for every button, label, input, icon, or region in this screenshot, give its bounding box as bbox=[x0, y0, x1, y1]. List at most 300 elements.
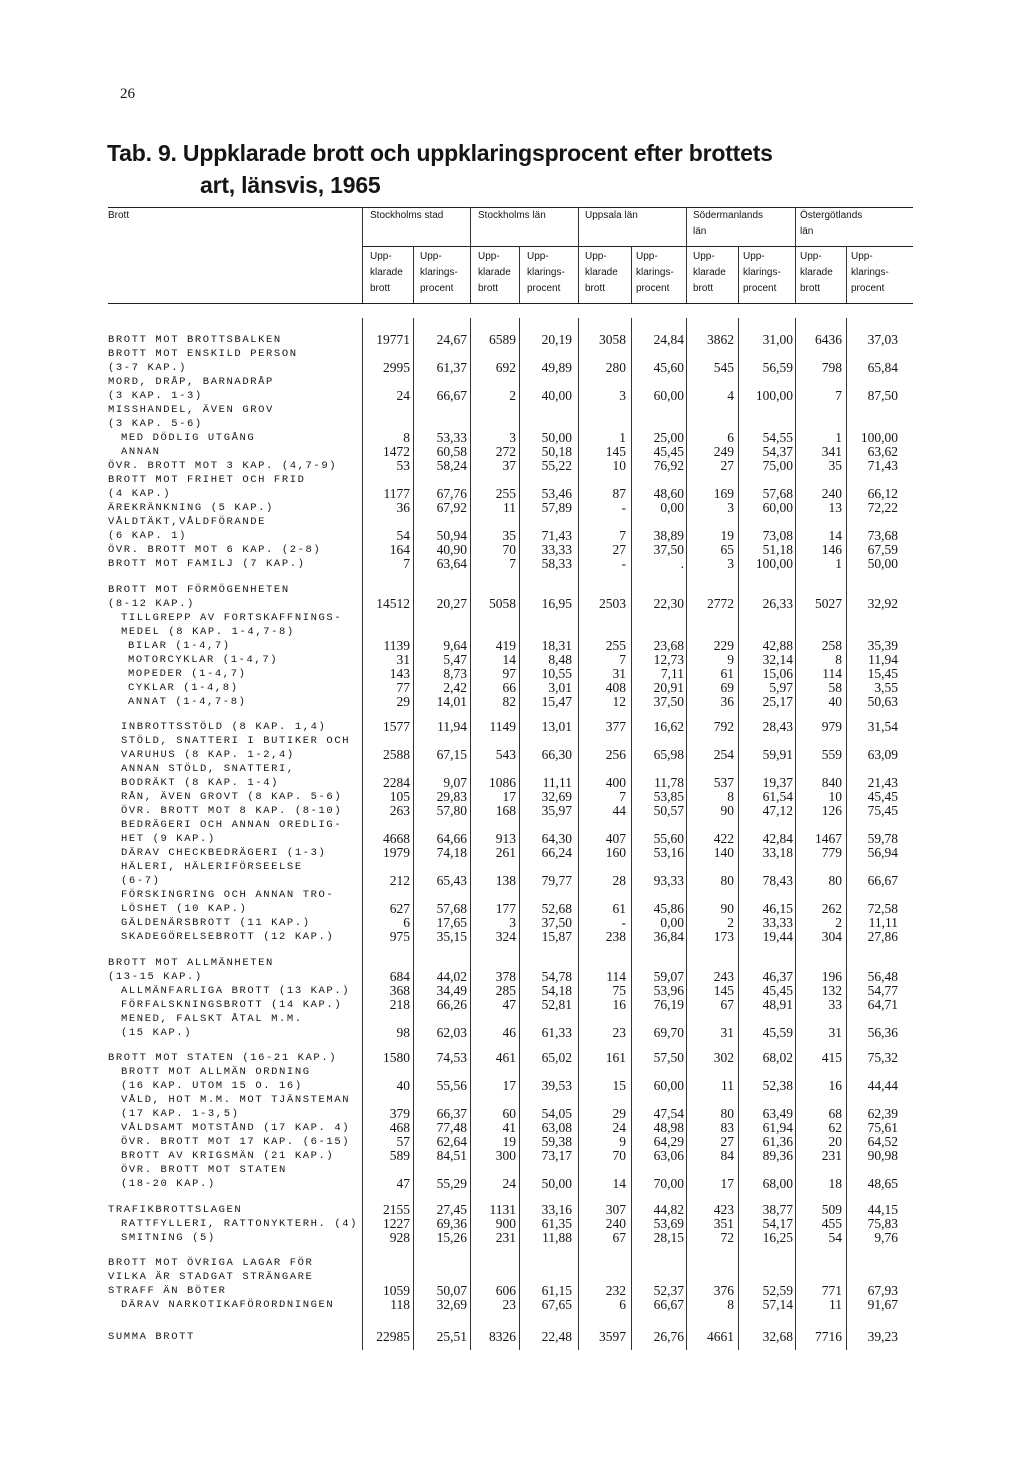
cell-uppklaringsprocent: 76,19 bbox=[653, 996, 684, 1012]
cell-uppklaringsprocent: 19,37 bbox=[762, 775, 793, 790]
cell-uppklaringsprocent: 75,83 bbox=[867, 1215, 898, 1231]
cell-uppklaringsprocent: 67,65 bbox=[541, 1297, 572, 1312]
cell-uppklarade-brott: 779 bbox=[821, 845, 842, 860]
cell-uppklaringsprocent: 64,52 bbox=[867, 1134, 898, 1149]
cell-uppklarade-brott: 240 bbox=[821, 486, 842, 501]
cell-uppklaringsprocent: 54,18 bbox=[541, 982, 572, 998]
cell-uppklarade-brott: 419 bbox=[495, 637, 516, 653]
row-label: BILAR (1-4,7) bbox=[128, 639, 231, 652]
cell-uppklaringsprocent: 52,37 bbox=[653, 1283, 684, 1298]
cell-uppklarade-brott: 35 bbox=[502, 528, 516, 543]
page-number: 26 bbox=[120, 86, 135, 102]
subheader-uppklarade-brott: klarade bbox=[585, 267, 618, 278]
row-label: (13-15 KAP.) bbox=[108, 970, 203, 983]
column-rule bbox=[795, 207, 796, 303]
cell-uppklaringsprocent: 55,56 bbox=[436, 1078, 467, 1093]
cell-uppklaringsprocent: 13,01 bbox=[541, 719, 572, 734]
row-label: ALLMÄNFARLIGA BROTT (13 KAP.) bbox=[121, 984, 351, 997]
row-label: BROTT MOT ENSKILD PERSON bbox=[108, 348, 298, 360]
cell-uppklarade-brott: 2 bbox=[727, 915, 734, 930]
cell-uppklarade-brott: 16 bbox=[828, 1078, 842, 1093]
cell-uppklarade-brott: 145 bbox=[605, 444, 626, 459]
cell-uppklaringsprocent: 51,18 bbox=[762, 542, 793, 557]
table-title-line-2: art, länsvis, 1965 bbox=[200, 172, 381, 198]
cell-uppklarade-brott: 11 bbox=[721, 1078, 734, 1093]
cell-uppklaringsprocent: 62,64 bbox=[436, 1134, 467, 1149]
cell-uppklarade-brott: 2284 bbox=[383, 775, 410, 790]
cell-uppklarade-brott: 509 bbox=[821, 1201, 842, 1217]
subheader-uppklarade-brott: brott bbox=[693, 283, 714, 294]
cell-uppklaringsprocent: 5,47 bbox=[443, 651, 467, 667]
cell-uppklarade-brott: 468 bbox=[389, 1120, 410, 1135]
cell-uppklaringsprocent: 44,02 bbox=[436, 968, 467, 984]
cell-uppklarade-brott: 423 bbox=[713, 1201, 734, 1217]
cell-uppklarade-brott: 840 bbox=[821, 775, 842, 790]
cell-uppklarade-brott: 1979 bbox=[383, 845, 410, 860]
cell-uppklaringsprocent: 53,69 bbox=[653, 1215, 684, 1231]
row-label: BROTT MOT ALLMÄN ORDNING bbox=[121, 1066, 311, 1078]
cell-uppklarade-brott: 261 bbox=[495, 845, 516, 860]
cell-uppklarade-brott: 82 bbox=[502, 693, 516, 709]
cell-uppklaringsprocent: 57,50 bbox=[653, 1050, 684, 1065]
cell-uppklaringsprocent: 44,82 bbox=[653, 1201, 684, 1217]
cell-uppklarade-brott: 6 bbox=[727, 430, 734, 445]
cell-uppklarade-brott: 351 bbox=[713, 1215, 734, 1231]
cell-uppklarade-brott: 61 bbox=[720, 665, 734, 681]
cell-uppklarade-brott: 114 bbox=[606, 968, 626, 984]
cell-uppklaringsprocent: 56,48 bbox=[867, 968, 898, 984]
cell-uppklarade-brott: 280 bbox=[605, 360, 626, 375]
cell-uppklaringsprocent: 5,97 bbox=[769, 679, 793, 695]
cell-uppklaringsprocent: 12,73 bbox=[653, 651, 684, 667]
cell-uppklaringsprocent: 66,12 bbox=[867, 486, 898, 501]
cell-uppklarade-brott: 249 bbox=[713, 444, 734, 459]
cell-uppklaringsprocent: 78,43 bbox=[762, 873, 793, 888]
cell-uppklarade-brott: 60 bbox=[502, 1106, 516, 1121]
subheader-uppklaringsprocent: procent bbox=[420, 283, 454, 294]
cell-uppklaringsprocent: 48,60 bbox=[653, 486, 684, 501]
cell-uppklarade-brott: 27 bbox=[612, 542, 626, 557]
cell-uppklarade-brott: 10 bbox=[828, 789, 842, 804]
cell-uppklarade-brott: 20 bbox=[828, 1134, 842, 1149]
region-header: Stockholms stad bbox=[370, 210, 444, 221]
cell-uppklarade-brott: 31 bbox=[828, 1024, 842, 1040]
cell-uppklarade-brott: 68 bbox=[828, 1106, 842, 1121]
cell-uppklaringsprocent: 48,65 bbox=[867, 1176, 898, 1191]
cell-uppklaringsprocent: 28,15 bbox=[653, 1229, 684, 1245]
cell-uppklaringsprocent: 37,50 bbox=[653, 542, 684, 557]
subheader-uppklaringsprocent: klarings- bbox=[420, 267, 458, 278]
cell-uppklarade-brott: 606 bbox=[495, 1283, 516, 1298]
cell-uppklaringsprocent: 25,17 bbox=[762, 693, 793, 709]
cell-uppklaringsprocent: 45,45 bbox=[762, 982, 793, 998]
column-rule bbox=[686, 318, 687, 1350]
row-label: MOTORCYKLAR (1-4,7) bbox=[128, 653, 279, 666]
row-label: HÄLERI, HÄLERIFÖRSEELSE bbox=[121, 861, 303, 873]
cell-uppklaringsprocent: 61,15 bbox=[541, 1283, 572, 1298]
cell-uppklaringsprocent: 54,37 bbox=[762, 444, 793, 459]
cell-uppklarade-brott: 53 bbox=[396, 458, 410, 473]
cell-uppklaringsprocent: 44,44 bbox=[867, 1078, 898, 1093]
cell-uppklaringsprocent: 50,00 bbox=[867, 556, 898, 571]
cell-uppklarade-brott: 161 bbox=[605, 1050, 626, 1065]
column-rule bbox=[413, 246, 414, 303]
cell-uppklaringsprocent: 64,71 bbox=[867, 996, 898, 1012]
cell-uppklaringsprocent: 91,67 bbox=[867, 1297, 898, 1312]
column-header-brott: Brott bbox=[108, 210, 130, 221]
cell-uppklaringsprocent: 0,00 bbox=[660, 915, 684, 930]
cell-uppklaringsprocent: 59,07 bbox=[653, 968, 684, 984]
cell-uppklaringsprocent: 24,84 bbox=[653, 332, 684, 347]
cell-uppklaringsprocent: 57,68 bbox=[762, 486, 793, 501]
cell-uppklaringsprocent: 47,54 bbox=[653, 1106, 684, 1121]
cell-uppklaringsprocent: 63,06 bbox=[653, 1148, 684, 1163]
cell-uppklarade-brott: 304 bbox=[821, 929, 842, 944]
cell-uppklarade-brott: 5027 bbox=[815, 595, 842, 611]
row-label: (18-20 KAP.) bbox=[121, 1178, 216, 1190]
cell-uppklaringsprocent: 63,64 bbox=[436, 556, 467, 571]
cell-uppklaringsprocent: 57,89 bbox=[541, 500, 572, 515]
cell-uppklaringsprocent: 69,36 bbox=[436, 1215, 467, 1231]
cell-uppklarade-brott: 65 bbox=[720, 542, 734, 557]
cell-uppklaringsprocent: 32,14 bbox=[762, 651, 793, 667]
row-label: TRAFIKBROTTSLAGEN bbox=[108, 1203, 243, 1216]
cell-uppklaringsprocent: 61,54 bbox=[762, 789, 793, 804]
cell-uppklarade-brott: 4668 bbox=[383, 831, 410, 846]
cell-uppklarade-brott: 589 bbox=[389, 1148, 410, 1163]
cell-uppklarade-brott: 18 bbox=[828, 1176, 842, 1191]
cell-uppklarade-brott: 14 bbox=[828, 528, 842, 543]
cell-uppklaringsprocent: 23,68 bbox=[653, 637, 684, 653]
cell-uppklarade-brott: - bbox=[621, 556, 626, 571]
cell-uppklaringsprocent: 28,43 bbox=[762, 719, 793, 734]
cell-uppklaringsprocent: 9,76 bbox=[874, 1229, 898, 1245]
cell-uppklarade-brott: 28 bbox=[612, 873, 626, 888]
cell-uppklaringsprocent: 60,58 bbox=[436, 444, 467, 459]
column-rule bbox=[686, 207, 687, 303]
cell-uppklarade-brott: 19 bbox=[502, 1134, 516, 1149]
cell-uppklarade-brott: 2 bbox=[509, 388, 516, 403]
cell-uppklaringsprocent: 73,17 bbox=[541, 1148, 572, 1163]
table-rule bbox=[108, 303, 913, 304]
cell-uppklaringsprocent: 87,50 bbox=[867, 388, 898, 403]
cell-uppklaringsprocent: 33,33 bbox=[541, 542, 572, 557]
cell-uppklaringsprocent: 11,94 bbox=[868, 651, 898, 667]
cell-uppklaringsprocent: 63,62 bbox=[867, 444, 898, 459]
cell-uppklaringsprocent: 56,94 bbox=[867, 845, 898, 860]
cell-uppklarade-brott: 14512 bbox=[376, 595, 410, 611]
row-label: HET (9 KAP.) bbox=[121, 833, 216, 845]
region-header: Södermanlands bbox=[693, 210, 764, 221]
cell-uppklaringsprocent: 50,00 bbox=[541, 1176, 572, 1191]
subheader-uppklaringsprocent: Upp- bbox=[527, 251, 549, 262]
cell-uppklarade-brott: 7716 bbox=[815, 1329, 842, 1344]
cell-uppklaringsprocent: 20,27 bbox=[436, 595, 467, 611]
cell-uppklaringsprocent: 52,68 bbox=[541, 901, 572, 916]
cell-uppklarade-brott: 17 bbox=[502, 1078, 516, 1093]
cell-uppklaringsprocent: 11,94 bbox=[437, 719, 467, 734]
cell-uppklarade-brott: 40 bbox=[828, 693, 842, 709]
column-rule bbox=[413, 318, 414, 1350]
row-label: BROTT AV KRIGSMÄN (21 KAP.) bbox=[121, 1150, 335, 1162]
cell-uppklarade-brott: 1 bbox=[619, 430, 626, 445]
cell-uppklarade-brott: 87 bbox=[612, 486, 626, 501]
cell-uppklaringsprocent: 67,76 bbox=[436, 486, 467, 501]
region-header: Östergötlands bbox=[800, 210, 863, 221]
row-label: (15 KAP.) bbox=[121, 1026, 193, 1039]
cell-uppklaringsprocent: 100,00 bbox=[755, 388, 793, 403]
subheader-uppklaringsprocent: Upp- bbox=[420, 251, 442, 262]
cell-uppklarade-brott: 24 bbox=[502, 1176, 516, 1191]
cell-uppklarade-brott: 1177 bbox=[383, 486, 410, 501]
cell-uppklarade-brott: 408 bbox=[605, 679, 626, 695]
cell-uppklaringsprocent: 55,29 bbox=[436, 1176, 467, 1191]
cell-uppklarade-brott: 44 bbox=[612, 803, 626, 818]
cell-uppklarade-brott: 62 bbox=[828, 1120, 842, 1135]
cell-uppklarade-brott: 146 bbox=[821, 542, 842, 557]
cell-uppklaringsprocent: 72,22 bbox=[867, 500, 898, 515]
cell-uppklarade-brott: 1580 bbox=[383, 1050, 410, 1065]
cell-uppklarade-brott: 72 bbox=[720, 1229, 734, 1245]
cell-uppklarade-brott: 47 bbox=[396, 1176, 410, 1191]
cell-uppklarade-brott: 8 bbox=[727, 789, 734, 804]
cell-uppklaringsprocent: 48,98 bbox=[653, 1120, 684, 1135]
cell-uppklarade-brott: 272 bbox=[495, 444, 516, 459]
row-label: ANNAN bbox=[121, 446, 161, 458]
cell-uppklaringsprocent: 27,86 bbox=[867, 929, 898, 944]
cell-uppklarade-brott: 324 bbox=[495, 929, 516, 944]
cell-uppklaringsprocent: 9,07 bbox=[443, 775, 467, 790]
cell-uppklarade-brott: 24 bbox=[396, 388, 410, 403]
row-label: MEDEL (8 KAP. 1-4,7-8) bbox=[121, 625, 295, 638]
cell-uppklarade-brott: 118 bbox=[390, 1297, 410, 1312]
cell-uppklaringsprocent: 71,43 bbox=[541, 528, 572, 543]
subheader-uppklarade-brott: klarade bbox=[370, 267, 403, 278]
cell-uppklaringsprocent: 15,26 bbox=[436, 1229, 467, 1245]
column-rule bbox=[578, 207, 579, 303]
row-label: VÅLD, HOT M.M. MOT TJÄNSTEMAN bbox=[121, 1094, 351, 1106]
cell-uppklarade-brott: 258 bbox=[821, 637, 842, 653]
region-header: län bbox=[800, 226, 814, 237]
cell-uppklarade-brott: 5058 bbox=[489, 595, 516, 611]
cell-uppklarade-brott: 400 bbox=[605, 775, 626, 790]
row-label: BODRÄKT (8 KAP. 1-4) bbox=[121, 777, 280, 789]
cell-uppklaringsprocent: 25,51 bbox=[436, 1329, 467, 1344]
cell-uppklarade-brott: 3 bbox=[509, 430, 516, 445]
cell-uppklarade-brott: 1472 bbox=[383, 444, 410, 459]
cell-uppklarade-brott: - bbox=[621, 915, 626, 930]
cell-uppklaringsprocent: 31,54 bbox=[867, 719, 898, 734]
cell-uppklaringsprocent: 66,37 bbox=[436, 1106, 467, 1121]
cell-uppklaringsprocent: 20,91 bbox=[653, 679, 684, 695]
cell-uppklaringsprocent: 75,32 bbox=[867, 1050, 898, 1065]
cell-uppklaringsprocent: 33,16 bbox=[541, 1201, 572, 1217]
cell-uppklarade-brott: 8 bbox=[403, 430, 410, 445]
row-label: BROTT MOT ÖVRIGA LAGAR FÖR bbox=[108, 1257, 314, 1269]
region-header: län bbox=[693, 226, 707, 237]
cell-uppklarade-brott: 33 bbox=[828, 996, 842, 1012]
cell-uppklarade-brott: 300 bbox=[495, 1148, 516, 1163]
cell-uppklarade-brott: 46 bbox=[502, 1024, 516, 1040]
row-label: (17 KAP. 1-3,5) bbox=[121, 1108, 240, 1120]
cell-uppklarade-brott: 69 bbox=[720, 679, 734, 695]
cell-uppklaringsprocent: 42,88 bbox=[762, 637, 793, 653]
cell-uppklaringsprocent: 53,16 bbox=[653, 845, 684, 860]
row-label: MED DÖDLIG UTGÅNG bbox=[121, 432, 256, 444]
cell-uppklaringsprocent: 64,66 bbox=[436, 831, 467, 846]
subheader-uppklarade-brott: brott bbox=[800, 283, 821, 294]
cell-uppklaringsprocent: 52,81 bbox=[541, 996, 572, 1012]
row-label: SKADEGÖRELSEBROTT (12 KAP.) bbox=[121, 931, 335, 943]
cell-uppklarade-brott: 17 bbox=[720, 1176, 734, 1191]
cell-uppklaringsprocent: 75,00 bbox=[762, 458, 793, 473]
cell-uppklaringsprocent: 42,84 bbox=[762, 831, 793, 846]
subheader-uppklaringsprocent: procent bbox=[851, 283, 885, 294]
subheader-uppklarade-brott: Upp- bbox=[370, 251, 392, 262]
cell-uppklarade-brott: 232 bbox=[605, 1283, 626, 1298]
row-label: BROTT MOT FRIHET OCH FRID bbox=[108, 474, 306, 486]
cell-uppklarade-brott: 231 bbox=[495, 1229, 516, 1245]
cell-uppklarade-brott: 7 bbox=[619, 789, 626, 804]
cell-uppklaringsprocent: 27,45 bbox=[436, 1201, 467, 1217]
cell-uppklaringsprocent: 66,30 bbox=[541, 747, 572, 762]
row-label: (8-12 KAP.) bbox=[108, 597, 195, 610]
row-label: BROTT MOT FAMILJ (7 KAP.) bbox=[108, 558, 306, 570]
column-rule bbox=[631, 246, 632, 303]
cell-uppklaringsprocent: 64,30 bbox=[541, 831, 572, 846]
cell-uppklaringsprocent: 76,92 bbox=[653, 458, 684, 473]
cell-uppklarade-brott: 4 bbox=[727, 388, 734, 403]
cell-uppklarade-brott: 23 bbox=[502, 1297, 516, 1312]
cell-uppklaringsprocent: 65,98 bbox=[653, 747, 684, 762]
row-label: BROTT MOT FÖRMÖGENHETEN bbox=[108, 583, 290, 596]
cell-uppklarade-brott: 1577 bbox=[383, 719, 410, 734]
cell-uppklaringsprocent: 60,00 bbox=[653, 1078, 684, 1093]
cell-uppklaringsprocent: 57,14 bbox=[762, 1297, 793, 1312]
cell-uppklaringsprocent: 56,36 bbox=[867, 1024, 898, 1040]
cell-uppklaringsprocent: 61,36 bbox=[762, 1134, 793, 1149]
cell-uppklarade-brott: 2995 bbox=[383, 360, 410, 375]
cell-uppklaringsprocent: 50,63 bbox=[867, 693, 898, 709]
row-label: (6 KAP. 1) bbox=[108, 530, 188, 542]
cell-uppklaringsprocent: 59,91 bbox=[762, 747, 793, 762]
cell-uppklarade-brott: 66 bbox=[502, 679, 516, 695]
cell-uppklarade-brott: 7 bbox=[509, 556, 516, 571]
cell-uppklaringsprocent: 3,55 bbox=[874, 679, 898, 695]
subheader-uppklarade-brott: klarade bbox=[800, 267, 833, 278]
row-label: ÖVR. BROTT MOT 8 KAP. (8-10) bbox=[121, 805, 343, 817]
cell-uppklarade-brott: 256 bbox=[605, 747, 626, 762]
cell-uppklaringsprocent: 15,45 bbox=[867, 665, 898, 681]
cell-uppklarade-brott: 80 bbox=[828, 873, 842, 888]
cell-uppklaringsprocent: 11,11 bbox=[542, 775, 572, 790]
row-label: VÅLDTÄKT,VÅLDFÖRANDE bbox=[108, 516, 267, 528]
cell-uppklarade-brott: 1 bbox=[835, 556, 842, 571]
cell-uppklaringsprocent: 55,22 bbox=[541, 458, 572, 473]
subheader-uppklaringsprocent: Upp- bbox=[636, 251, 658, 262]
cell-uppklaringsprocent: 57,68 bbox=[436, 901, 467, 916]
cell-uppklarade-brott: 3058 bbox=[599, 332, 626, 347]
cell-uppklarade-brott: 302 bbox=[713, 1050, 734, 1065]
cell-uppklarade-brott: 47 bbox=[502, 996, 516, 1012]
cell-uppklaringsprocent: 3,01 bbox=[548, 679, 572, 695]
cell-uppklaringsprocent: 8,73 bbox=[443, 665, 467, 681]
cell-uppklarade-brott: 9 bbox=[619, 1134, 626, 1149]
cell-uppklarade-brott: 537 bbox=[713, 775, 734, 790]
cell-uppklaringsprocent: 35,97 bbox=[541, 803, 572, 818]
cell-uppklarade-brott: 1467 bbox=[815, 831, 842, 846]
cell-uppklaringsprocent: 54,78 bbox=[541, 968, 572, 984]
cell-uppklarade-brott: 545 bbox=[713, 360, 734, 375]
cell-uppklaringsprocent: 61,94 bbox=[762, 1120, 793, 1135]
cell-uppklaringsprocent: 54,05 bbox=[541, 1106, 572, 1121]
subheader-uppklarade-brott: brott bbox=[478, 283, 499, 294]
cell-uppklaringsprocent: 63,49 bbox=[762, 1106, 793, 1121]
cell-uppklaringsprocent: 64,29 bbox=[653, 1134, 684, 1149]
cell-uppklarade-brott: 140 bbox=[713, 845, 734, 860]
cell-uppklaringsprocent: 68,02 bbox=[762, 1050, 793, 1065]
cell-uppklaringsprocent: 72,58 bbox=[867, 901, 898, 916]
cell-uppklaringsprocent: 50,07 bbox=[436, 1283, 467, 1298]
row-label: MISSHANDEL, ÄVEN GROV bbox=[108, 404, 274, 416]
subheader-uppklaringsprocent: klarings- bbox=[636, 267, 674, 278]
cell-uppklaringsprocent: 84,51 bbox=[436, 1148, 467, 1163]
cell-uppklaringsprocent: 69,70 bbox=[653, 1024, 684, 1040]
cell-uppklaringsprocent: 21,43 bbox=[867, 775, 898, 790]
cell-uppklarade-brott: 900 bbox=[495, 1215, 516, 1231]
cell-uppklaringsprocent: 67,15 bbox=[436, 747, 467, 762]
cell-uppklarade-brott: 9 bbox=[727, 651, 734, 667]
cell-uppklarade-brott: 77 bbox=[396, 679, 410, 695]
cell-uppklaringsprocent: 38,77 bbox=[762, 1201, 793, 1217]
row-label: (3-7 KAP.) bbox=[108, 362, 188, 374]
cell-uppklarade-brott: 307 bbox=[605, 1201, 626, 1217]
row-label: BROTT MOT ALLMÄNHETEN bbox=[108, 956, 274, 969]
cell-uppklarade-brott: 40 bbox=[396, 1078, 410, 1093]
subheader-uppklarade-brott: klarade bbox=[478, 267, 511, 278]
row-label: RATTFYLLERI, RATTONYKTERH. (4) bbox=[121, 1217, 359, 1230]
cell-uppklaringsprocent: 45,45 bbox=[653, 444, 684, 459]
subheader-uppklarade-brott: klarade bbox=[693, 267, 726, 278]
row-label: MORD, DRÅP, BARNADRÅP bbox=[108, 376, 274, 388]
row-label: ÖVR. BROTT MOT 3 KAP. (4,7-9) bbox=[108, 460, 338, 472]
cell-uppklaringsprocent: 50,18 bbox=[541, 444, 572, 459]
cell-uppklarade-brott: 376 bbox=[713, 1283, 734, 1298]
row-label: VILKA ÄR STADGAT STRÄNGARE bbox=[108, 1271, 314, 1283]
cell-uppklarade-brott: 83 bbox=[720, 1120, 734, 1135]
cell-uppklarade-brott: 29 bbox=[396, 693, 410, 709]
subheader-uppklarade-brott: Upp- bbox=[478, 251, 500, 262]
cell-uppklaringsprocent: 32,69 bbox=[436, 1297, 467, 1312]
cell-uppklarade-brott: 23 bbox=[612, 1024, 626, 1040]
cell-uppklaringsprocent: 8,48 bbox=[548, 651, 572, 667]
cell-uppklaringsprocent: 39,23 bbox=[867, 1329, 898, 1344]
cell-uppklarade-brott: 212 bbox=[389, 873, 410, 888]
row-label: FÖRFALSKNINGSBROTT (14 KAP.) bbox=[121, 998, 343, 1011]
column-rule bbox=[519, 318, 520, 1350]
cell-uppklarade-brott: 368 bbox=[389, 982, 410, 998]
cell-uppklaringsprocent: 58,33 bbox=[541, 556, 572, 571]
cell-uppklarade-brott: 58 bbox=[828, 679, 842, 695]
cell-uppklarade-brott: 17 bbox=[502, 789, 516, 804]
cell-uppklarade-brott: 19771 bbox=[376, 332, 410, 347]
cell-uppklaringsprocent: 25,00 bbox=[653, 430, 684, 445]
row-label: ÖVR. BROTT MOT 17 KAP. (6-15) bbox=[121, 1136, 351, 1148]
cell-uppklaringsprocent: 32,69 bbox=[541, 789, 572, 804]
cell-uppklaringsprocent: 67,59 bbox=[867, 542, 898, 557]
cell-uppklarade-brott: 84 bbox=[720, 1148, 734, 1163]
cell-uppklarade-brott: 262 bbox=[821, 901, 842, 916]
